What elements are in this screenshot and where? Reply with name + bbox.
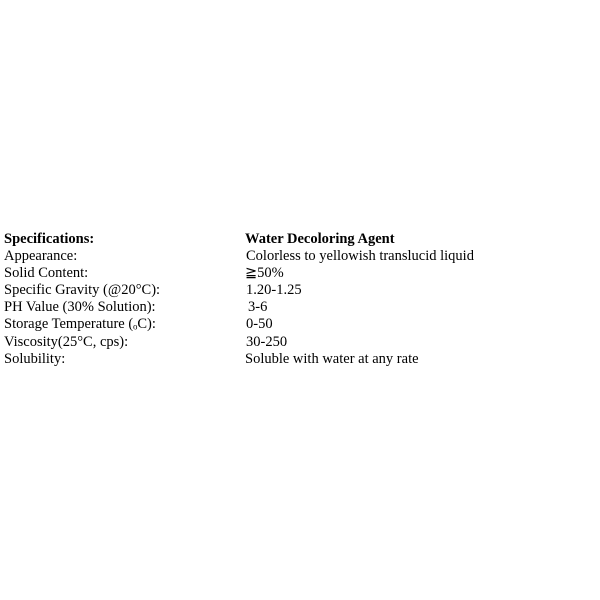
spec-value: ≧50% xyxy=(245,265,284,282)
spec-label: Appearance: xyxy=(4,248,78,265)
spec-label: Solubility: xyxy=(4,350,66,367)
spec-value: 3-6 xyxy=(248,299,268,316)
spec-label: Viscosity(25°C, cps): xyxy=(4,333,129,350)
spec-value: 30-250 xyxy=(246,333,288,350)
spec-label: Solid Content: xyxy=(4,265,89,282)
spec-label: PH Value (30% Solution): xyxy=(4,299,156,316)
spec-value: Soluble with water at any rate xyxy=(245,350,419,367)
spec-label: Specific Gravity (@20°C): xyxy=(4,282,161,299)
spec-row-appearance xyxy=(4,248,588,265)
spec-row-storage-temperature xyxy=(4,316,588,333)
product-name: Water Decoloring Agent xyxy=(245,231,395,247)
spec-value: Colorless to yellowish translucid liquid xyxy=(246,248,474,265)
specifications-table xyxy=(4,231,588,368)
specifications-heading: Specifications: xyxy=(4,231,95,247)
spec-header-row xyxy=(4,231,588,248)
spec-row-solubility xyxy=(4,351,588,368)
spec-value: 0-50 xyxy=(246,316,273,333)
spec-value: 1.20-1.25 xyxy=(246,282,302,299)
spec-row-specific-gravity xyxy=(4,282,588,299)
spec-label: Storage Temperature (ₒC): xyxy=(4,316,156,333)
spec-row-solid-content xyxy=(4,265,588,282)
spec-row-ph-value xyxy=(4,299,588,316)
spec-row-viscosity xyxy=(4,334,588,351)
